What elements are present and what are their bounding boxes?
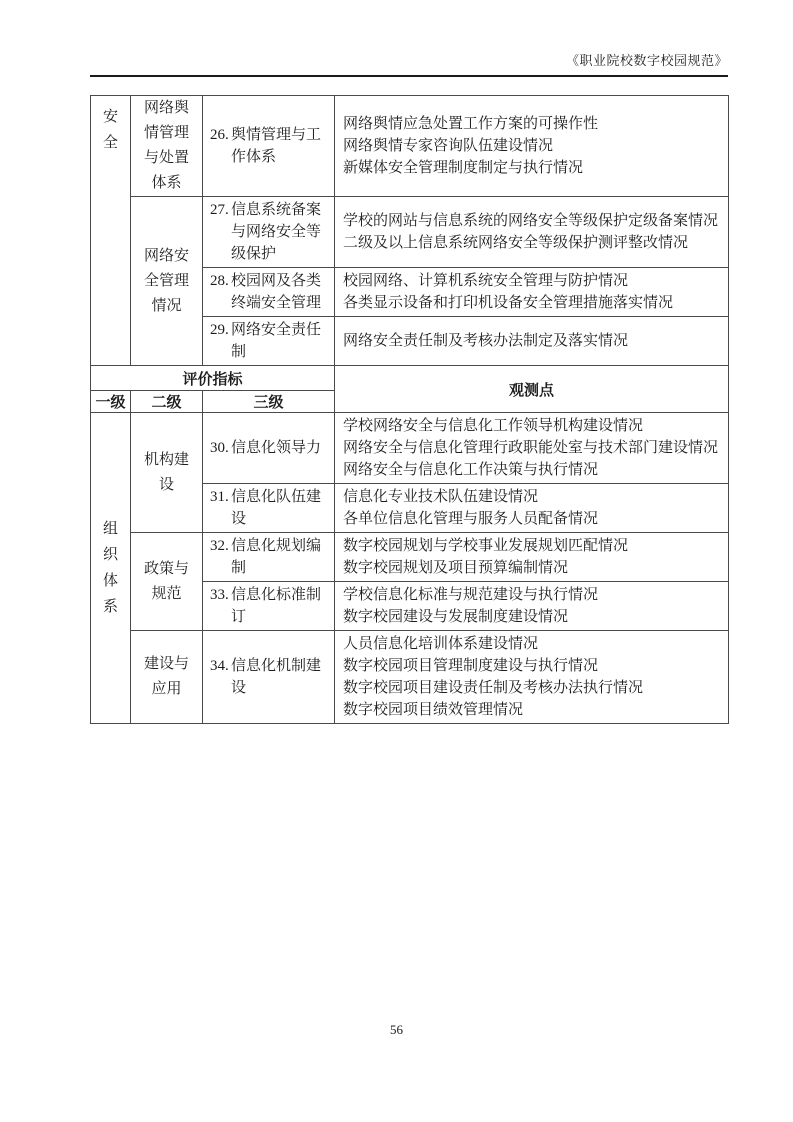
indicator-number: 26. [210, 127, 229, 143]
observation-point: 二级及以上信息系统网络安全等级保护测评整改情况 [343, 235, 689, 251]
observation-point: 学校网络安全与信息化工作领导机构建设情况 [343, 418, 644, 434]
doc-header-title: 《职业院校数字校园规范》 [90, 50, 728, 77]
cell-level2-yuqing [131, 96, 203, 197]
cell-observation-33 [335, 582, 729, 631]
cell-indicator-28 [203, 268, 335, 317]
table-row [91, 631, 729, 724]
indicator-name: 网络安全责任制 [231, 322, 322, 360]
cell-indicator-32 [203, 533, 335, 582]
indicator-number: 34. [210, 658, 229, 674]
indicator-name: 信息系统备案与网络安全等级保护 [231, 202, 322, 262]
table-header-row [91, 366, 729, 391]
cell-indicator-26 [203, 96, 335, 197]
indicator-number: 27. [210, 202, 229, 218]
observation-point: 各单位信息化管理与服务人员配备情况 [343, 511, 599, 527]
observation-point: 新媒体安全管理制度制定与执行情况 [343, 160, 584, 176]
cell-observation-27 [335, 197, 729, 268]
indicator-name: 校园网及各类终端安全管理 [231, 273, 322, 311]
observation-point: 网络舆情专家咨询队伍建设情况 [343, 138, 554, 154]
cell-level2-jigou [131, 413, 203, 533]
observation-point: 网络舆情应急处置工作方案的可操作性 [343, 116, 599, 132]
header-level3: 三级 [203, 391, 335, 413]
cell-observation-29 [335, 317, 729, 366]
header-observation-point: 观测点 [335, 366, 729, 413]
observation-point: 数字校园项目建设责任制及考核办法执行情况 [343, 680, 644, 696]
observation-point: 数字校园项目管理制度建设与执行情况 [343, 658, 599, 674]
indicator-name: 信息化领导力 [231, 440, 322, 456]
cell-observation-30 [335, 413, 729, 484]
observation-point: 数字校园项目绩效管理情况 [343, 702, 524, 718]
observation-point: 学校信息化标准与规范建设与执行情况 [343, 587, 599, 603]
cell-indicator-34 [203, 631, 335, 724]
observation-point: 网络安全与信息化工作决策与执行情况 [343, 462, 599, 478]
indicator-name: 信息化规划编制 [231, 538, 322, 576]
cell-level1-organization [91, 413, 131, 724]
level2-label: 机构建设 [143, 451, 189, 493]
indicator-number: 29. [210, 322, 229, 338]
observation-point: 各类显示设备和打印机设备安全管理措施落实情况 [343, 295, 674, 311]
observation-point: 数字校园建设与发展制度建设情况 [343, 609, 569, 625]
cell-observation-32 [335, 533, 729, 582]
indicator-number: 28. [210, 273, 229, 289]
indicator-number: 33. [210, 587, 229, 603]
indicator-name: 信息化机制建设 [231, 658, 322, 696]
level2-label: 网络舆情管理与处置体系 [143, 100, 189, 191]
cell-level1-security [91, 96, 131, 366]
cell-indicator-30 [203, 413, 335, 484]
indicator-number: 30. [210, 440, 229, 456]
indicator-name: 舆情管理与工作体系 [231, 127, 322, 165]
cell-observation-34 [335, 631, 729, 724]
indicator-name: 信息化标准制订 [231, 587, 322, 625]
cell-observation-26 [335, 96, 729, 197]
cell-level2-jianshe [131, 631, 203, 724]
level2-label: 网络安全管理情况 [143, 247, 189, 314]
cell-level2-zhengce [131, 533, 203, 631]
observation-point: 信息化专业技术队伍建设情况 [343, 489, 539, 505]
cell-indicator-31 [203, 484, 335, 533]
table-row [91, 413, 729, 484]
indicator-number: 32. [210, 538, 229, 554]
cell-level2-netsec [131, 197, 203, 366]
observation-point: 数字校园规划及项目预算编制情况 [343, 560, 569, 576]
table-row [91, 533, 729, 582]
observation-point: 校园网络、计算机系统安全管理与防护情况 [343, 273, 629, 289]
page-number: 56 [390, 1022, 403, 1037]
header-eval-indicator: 评价指标 [91, 366, 335, 391]
evaluation-indicator-table [90, 95, 729, 724]
table-row [91, 96, 729, 197]
cell-indicator-33 [203, 582, 335, 631]
observation-point: 学校的网站与信息系统的网络安全等级保护定级备案情况 [343, 213, 719, 229]
level1-label: 组织体系 [102, 521, 118, 615]
observation-point: 人员信息化培训体系建设情况 [343, 636, 539, 652]
level2-label: 建设与应用 [143, 656, 189, 697]
observation-point: 数字校园规划与学校事业发展规划匹配情况 [343, 538, 629, 554]
observation-point: 网络安全与信息化管理行政职能处室与技术部门建设情况 [343, 440, 719, 456]
indicator-number: 31. [210, 489, 229, 505]
indicator-name: 信息化队伍建设 [231, 489, 322, 527]
observation-point: 网络安全责任制及考核办法制定及落实情况 [343, 333, 629, 349]
level1-label: 安全 [102, 109, 118, 151]
header-level1: 一级 [91, 391, 131, 413]
cell-indicator-29 [203, 317, 335, 366]
table-row [91, 197, 729, 268]
cell-indicator-27 [203, 197, 335, 268]
header-level2: 二级 [131, 391, 203, 413]
level2-label: 政策与规范 [143, 560, 189, 602]
cell-observation-28 [335, 268, 729, 317]
cell-observation-31 [335, 484, 729, 533]
